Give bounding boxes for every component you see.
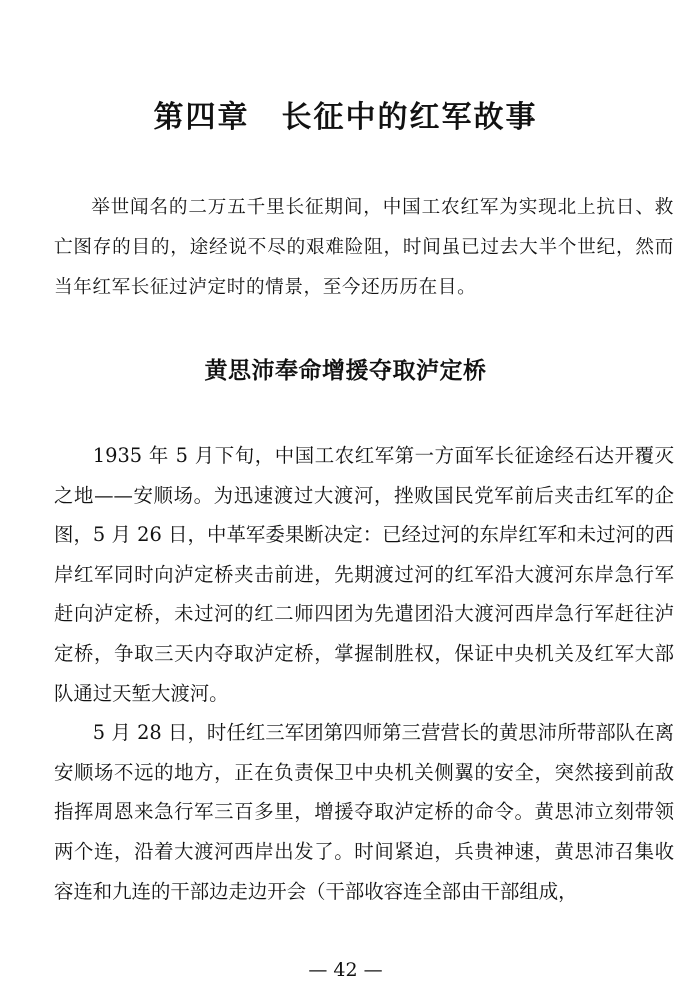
body-paragraph-1: 1935 年 5 月下旬，中国工农红军第一方面军长征途经石达开覆灭之地——安顺场。为迅速渡过大渡河，挫败国民党军前后夹击红军的企图，5 月 26 日，中革军委果断决定：已经过河的东岸红军和未过河的西岸红军同时向泸定桥夹击前进，先期渡过河的红军沿大渡河东岸急行军赶向泸定桥，未过河的红二师四团为先遣团沿大渡河西岸急行军赶往泸定桥，争取三天内夺取泸定桥，掌握制胜权，保证中央机关及红军大部队通过天堑大渡河。 xyxy=(54,444,674,705)
section-title: 黄思沛奉命增援夺取泸定桥 xyxy=(204,358,487,384)
page-number: — 42 — xyxy=(308,959,383,981)
body-paragraph-2: 5 月 28 日，时任红三军团第四师第三营营长的黄思沛所带部队在离安顺场不远的地方，正在负责保卫中央机关侧翼的安全，突然接到前敌指挥周恩来急行军三百多里，增援夺取泸定桥的命令。黄思沛立刻带领两个连，沿着大渡河西岸出发了。时间紧迫，兵贵神速，黄思沛召集收容连和九连的干部边走边开会（干部收容连全部由干部组成， xyxy=(54,721,674,903)
chapter-intro-paragraph: 举世闻名的二万五千里长征期间，中国工农红军为实现北上抗日、救亡图存的目的，途经说不尽的艰难险阻，时间虽已过去大半个世纪，然而当年红军长征过泸定时的情景，至今还历历在目。 xyxy=(54,197,674,298)
chapter-title: 第四章 长征中的红军故事 xyxy=(153,100,538,135)
section-body xyxy=(54,436,674,911)
